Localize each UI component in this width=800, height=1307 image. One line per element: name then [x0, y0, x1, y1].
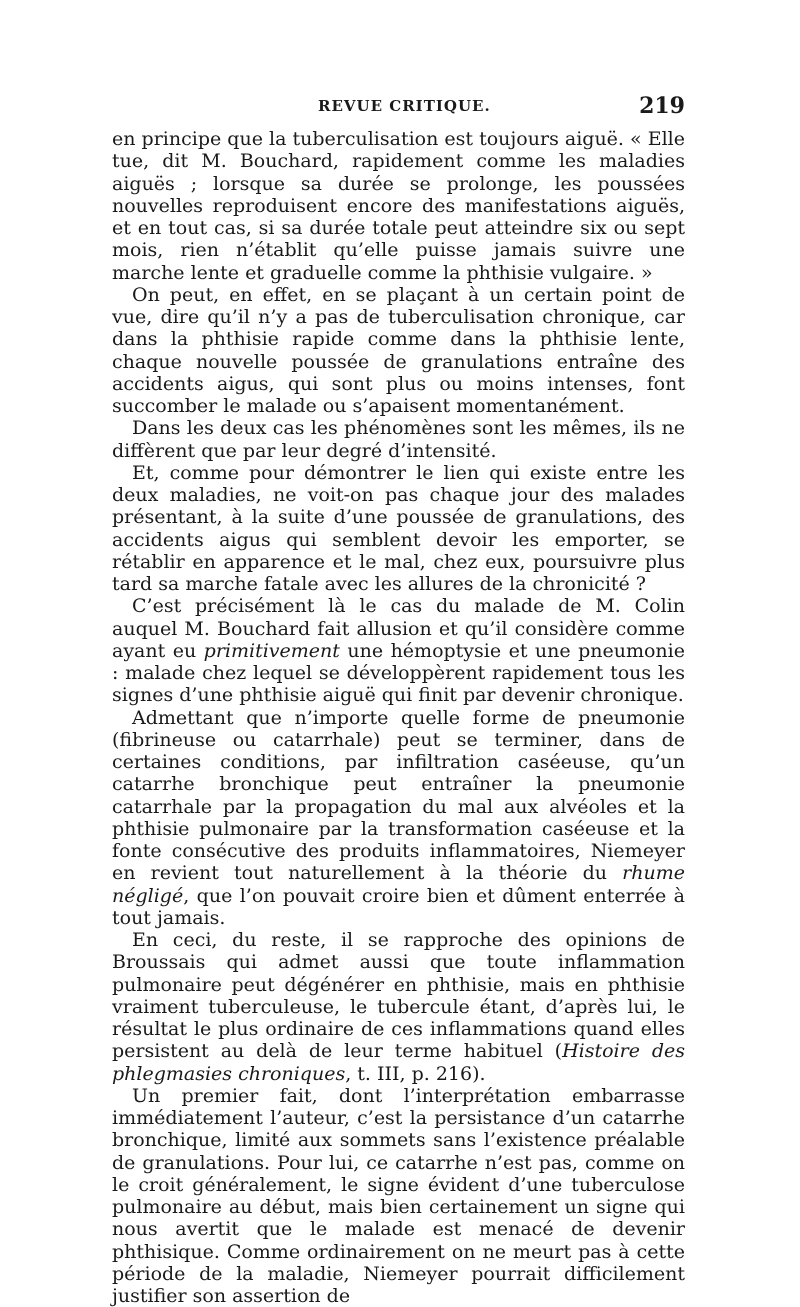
text-run: , t. III, p. 216). [345, 1062, 486, 1085]
paragraph [112, 462, 685, 596]
text-run: En ceci, du reste, il se rapproche des opinions de Broussais qui admet aussi que toute inflammation pulmonaire peut dégénérer en phthisie, mais en phthisie vraiment tuberculeuse, le tubercule étant, d’après lui, le résultat le plus ordinaire de ces inflammations quand elles persistent au delà de leur terme habituel ( [112, 929, 685, 1063]
paragraph [112, 417, 685, 462]
body-text [112, 128, 685, 1307]
paragraph [112, 128, 685, 284]
page-header [112, 93, 685, 121]
text-run: Un premier fait, dont l’interprétation embarrasse immédiatement l’auteur, c’est la persistance d’un catarrhe bronchique, limité aux sommets sans l’existence préalable de granulations. Pour lui, ce catarrhe n’est pas, comme on le croit généralement, le signe évident d’une tuberculose pulmonaire au début, mais bien certainement un signe qui nous avertit que le malade est menacé de devenir phthisique. Comme ordinairement on ne meurt pas à cette période de la maladie, Niemeyer pourrait difficilement justifier son assertion de [112, 1084, 685, 1307]
italic-text: Histoire des phlegmasies chroniques [112, 1040, 685, 1085]
text-run: Dans les deux cas les phénomènes sont les mêmes, ils ne diffèrent que par leur degré d’intensité. [112, 417, 685, 462]
text-run: , que l’on pouvait croire bien et dûment enterrée à tout jamais. [112, 884, 685, 929]
italic-text: primitivement [203, 639, 340, 662]
paragraph [112, 929, 685, 1085]
page-number: 219 [639, 93, 685, 119]
paragraph [112, 284, 685, 418]
paragraph [112, 707, 685, 930]
italic-text: rhume négligé [112, 862, 685, 907]
text-run: Et, comme pour démontrer le lien qui existe entre les deux maladies, ne voit-on pas chaque jour des malades présentant, à la suite d’une poussée de granulations, des accidents aigus qui semblent devoir les emporter, se rétablir en apparence et le mal, chez eux, poursuivre plus tard sa marche fatale avec les allures de la chronicité ? [112, 461, 685, 595]
text-run: Admettant que n’importe quelle forme de pneumonie (fibrineuse ou catarrhale) peut se terminer, dans de certaines conditions, par infiltration caséeuse, qu’un catarrhe bronchique peut entraîner la pneumonie catarrhale par la propagation du mal aux alvéoles et la phthisie pulmonaire par la transformation caséeuse et la fonte consécutive des produits inflammatoires, Niemeyer en revient tout naturellement à la théorie du [112, 706, 685, 885]
paragraph [112, 595, 685, 706]
text-run: une hémoptysie et une pneumonie : malade chez lequel se développèrent rapidement tous les signes d’une phthisie aiguë qui finit par devenir chronique. [112, 639, 685, 707]
paragraph [112, 1085, 685, 1307]
text-run: On peut, en effet, en se plaçant à un certain point de vue, dire qu’il n’y a pas de tuberculisation chronique, car dans la phthisie rapide comme dans la phthisie lente, chaque nouvelle poussée de granulations entraîne des accidents aigus, qui sont plus ou moins intenses, font succomber le malade ou s’apaisent momentanément. [112, 283, 685, 417]
text-run: C’est précisément là le cas du malade de M. Colin auquel M. Bouchard fait allusion et qu’il considère comme ayant eu [112, 595, 685, 662]
text-run: en principe que la tuberculisation est toujours aiguë. « Elle tue, dit M. Bouchard, rapidement comme les maladies aiguës ; lorsque sa durée se prolonge, les poussées nouvelles reproduisent encore des manifestations aiguës, et en tout cas, si sa durée totale peut atteindre six ou sept mois, rien n’établit qu’elle puisse jamais suivre une marche lente et graduelle comme la phthisie vulgaire. » [112, 128, 685, 284]
running-head: REVUE CRITIQUE. [318, 97, 491, 115]
